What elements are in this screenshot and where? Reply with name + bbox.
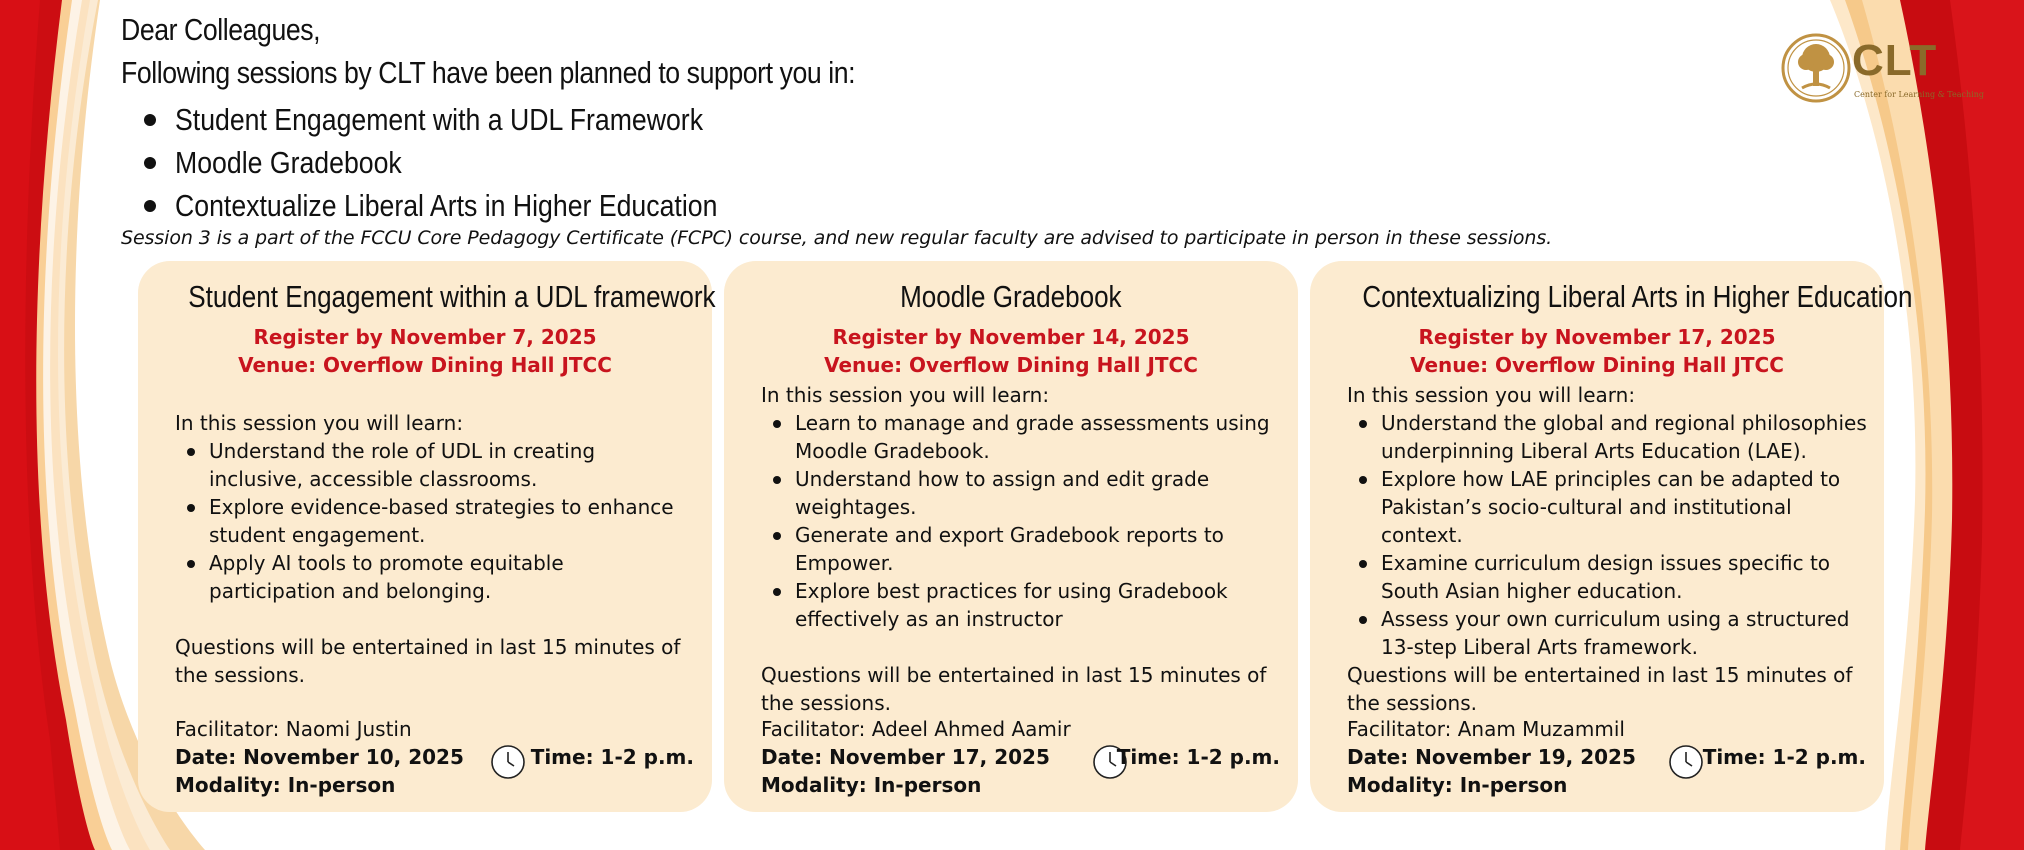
learning-point: Learn to manage and grade assessments using Moodle Gradebook. bbox=[761, 409, 1281, 465]
learning-point: Examine curriculum design issues specific to South Asian higher education. bbox=[1347, 549, 1872, 605]
venue: Venue: Overflow Dining Hall JTCC bbox=[238, 353, 612, 377]
learning-point: Generate and export Gradebook reports to Empower. bbox=[761, 521, 1281, 577]
learning-point: Apply AI tools to promote equitable participation and belonging. bbox=[175, 549, 695, 605]
clt-logo bbox=[1780, 30, 1984, 106]
facilitator: Facilitator: Adeel Ahmed Aamir bbox=[761, 717, 1071, 741]
bullet-icon bbox=[144, 200, 156, 212]
modality: Modality: In-person bbox=[1347, 773, 1568, 797]
learning-point: Explore how LAE principles can be adapted to Pakistan’s socio-cultural and institutional context. bbox=[1347, 465, 1872, 549]
learning-point: Explore best practices for using Gradebook effectively as an instructor bbox=[761, 577, 1281, 633]
logo-text: CLT bbox=[1852, 36, 1938, 85]
questions-note: Questions will be entertained in last 15 minutes of the sessions. bbox=[761, 663, 1267, 715]
learn-label: In this session you will learn: bbox=[761, 383, 1050, 407]
learning-point: Assess your own curriculum using a structured 13-step Liberal Arts framework. bbox=[1347, 605, 1872, 661]
learning-points bbox=[761, 409, 1281, 633]
modality: Modality: In-person bbox=[175, 773, 396, 797]
intro-text: Following sessions by CLT have been planned to support you in: bbox=[121, 55, 856, 90]
venue: Venue: Overflow Dining Hall JTCC bbox=[824, 353, 1198, 377]
flyer: Dear Colleagues, Following sessions by CLT have been planned to support you in: Student Engagement with a UDL Framework Moodle Gradebook Contextualize Liberal Arts in Higher Education Session 3 is a part of the FCCU Core Pedagogy Certificate (FCPC) course, and new regular faculty are advised to participate in person in these sessions. CLT Center for Learning & Teaching Student Engagement within a UDL framework Register by November 7, 2025 Venue: Overflow Dining Hall JTCC In this session you will learn: Understand the role of UDL in creating inclusive, accessible classrooms. Explore evidence-based strategies to enhance student engagement. Apply AI tools to promote equitable participation and belonging. Questions will be entertained in last 15 minutes of the sessions. Facilitator: Naomi Justin Date: November 10, 2025 Time: 1-2 p.m. Modality: In-person Moodle Gradebook Register by November 14, 2025 Venue: Overflow Dining Hall JTCC In this session you will learn: Learn to manage and grade assessments using Moodle Gradebook. Understand how to assign and edit grade weightages. Generate and export Gradebook reports to Empower. Explore best practices for using Gradebook effectively as an instructor Questions will be entertained in last 15 minutes of the sessions. Facilitator: Adeel Ahmed Aamir Date: November 17, 2025 Time: 1-2 p.m. Modality: In-person Contextualizing Liberal Arts in Higher Education Register by November 17, 2025 Venue: Overflow Dining Hall JTCC In this session you will learn: Understand the global and regional philosophies underpinning Liberal Arts Education (LAE). Explore how LAE principles can be adapted to Pakistan’s socio-cultural and institutional context. Examine curriculum design issues specific to South Asian higher education. Assess your own curriculum using a structured 13-step Liberal Arts framework. Questions will be entertained in last 15 minutes of the sessions. Facilitator: Anam Muzammil Date: November 19, 2025 Time: 1-2 p.m. Modality: In-person bbox=[0, 0, 2024, 850]
learning-point: Understand the role of UDL in creating inclusive, accessible classrooms. bbox=[175, 437, 695, 493]
facilitator: Facilitator: Naomi Justin bbox=[175, 717, 412, 741]
session-time: Time: 1-2 p.m. bbox=[1702, 745, 1866, 769]
questions-note: Questions will be entertained in last 15 minutes of the sessions. bbox=[175, 635, 681, 687]
session-card-liberal-arts bbox=[1310, 261, 1913, 812]
session-time: Time: 1-2 p.m. bbox=[1116, 745, 1280, 769]
learning-point: Understand how to assign and edit grade weightages. bbox=[761, 465, 1281, 521]
certificate-note: Session 3 is a part of the FCCU Core Pedagogy Certificate (FCPC) course, and new regular faculty are advised to participate in person in these sessions. bbox=[121, 227, 1553, 249]
learning-section bbox=[175, 409, 695, 605]
learning-section bbox=[1347, 381, 1872, 661]
modality: Modality: In-person bbox=[761, 773, 982, 797]
session-title: Student Engagement within a UDL framework bbox=[188, 279, 716, 314]
clock-icon bbox=[1667, 743, 1705, 781]
learning-points bbox=[1347, 409, 1872, 661]
session-card-moodle bbox=[724, 261, 1298, 812]
questions-note: Questions will be entertained in last 15 minutes of the sessions. bbox=[1347, 663, 1853, 715]
tree-icon bbox=[1780, 32, 1852, 104]
bullet-icon bbox=[144, 114, 156, 126]
session-time: Time: 1-2 p.m. bbox=[530, 745, 694, 769]
learn-label: In this session you will learn: bbox=[175, 411, 464, 435]
learning-point: Explore evidence-based strategies to enhance student engagement. bbox=[175, 493, 695, 549]
logo-subtitle: Center for Learning & Teaching bbox=[1854, 90, 1984, 99]
greeting: Dear Colleagues, bbox=[121, 12, 321, 47]
session-date: Date: November 17, 2025 bbox=[761, 745, 1050, 769]
learn-label: In this session you will learn: bbox=[1347, 383, 1636, 407]
learning-point: Understand the global and regional philosophies underpinning Liberal Arts Education (LAE). bbox=[1347, 409, 1872, 465]
register-deadline: Register by November 14, 2025 bbox=[832, 325, 1190, 349]
session-card-udl bbox=[138, 261, 716, 812]
session-date: Date: November 19, 2025 bbox=[1347, 745, 1636, 769]
clock-icon bbox=[489, 743, 527, 781]
learning-section bbox=[761, 381, 1281, 633]
session-title: Contextualizing Liberal Arts in Higher Education bbox=[1362, 279, 1913, 314]
register-deadline: Register by November 7, 2025 bbox=[253, 325, 597, 349]
session-title: Moodle Gradebook bbox=[900, 279, 1122, 314]
facilitator: Facilitator: Anam Muzammil bbox=[1347, 717, 1625, 741]
register-deadline: Register by November 17, 2025 bbox=[1418, 325, 1776, 349]
learning-points bbox=[175, 437, 695, 605]
venue: Venue: Overflow Dining Hall JTCC bbox=[1410, 353, 1784, 377]
bullet-icon bbox=[144, 157, 156, 169]
session-date: Date: November 10, 2025 bbox=[175, 745, 464, 769]
